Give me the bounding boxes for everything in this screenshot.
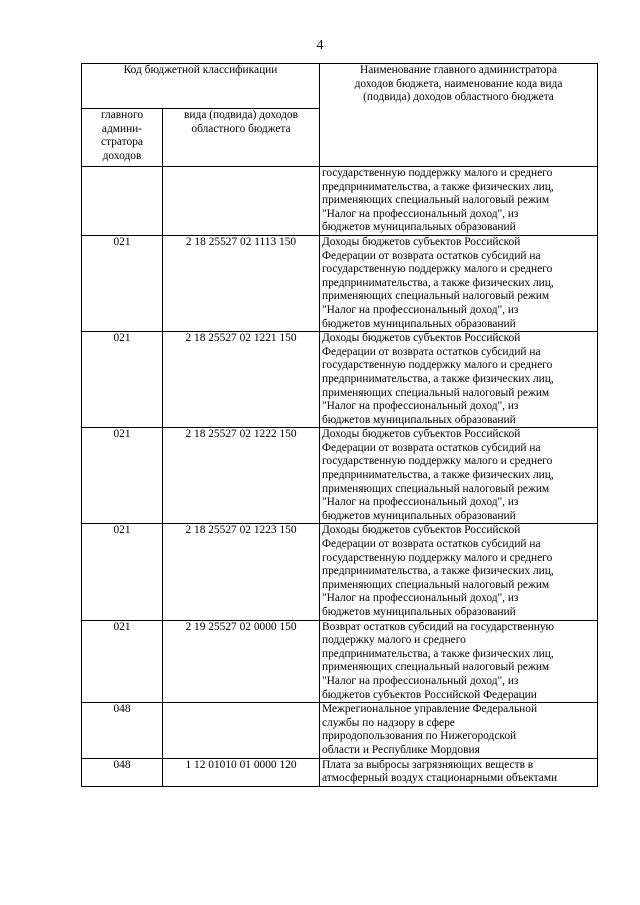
header-budget-classification-code: Код бюджетной классификации xyxy=(82,64,320,109)
description-line: бюджетов муниципальных образований xyxy=(322,509,516,522)
description-line: государственную поддержку малого и среднего xyxy=(322,551,553,564)
administrator-code-cell: 021 xyxy=(82,620,163,703)
description-line: применяющих специальный налоговый режим xyxy=(322,661,550,674)
administrator-code-cell xyxy=(82,167,163,236)
description-line: государственную поддержку малого и среднего xyxy=(322,167,553,179)
description-line: Доходы бюджетов субъектов Российской xyxy=(322,235,521,248)
description-cell xyxy=(320,167,598,236)
description-line: "Налог на профессиональный доход", из xyxy=(322,207,519,220)
description-line: Доходы бюджетов субъектов Российской xyxy=(322,332,521,345)
administrator-code-cell: 021 xyxy=(82,332,163,428)
income-code-cell xyxy=(163,703,320,758)
description-cell xyxy=(320,524,598,620)
description-line: службы по надзору в сфере xyxy=(322,716,455,729)
table-row xyxy=(82,428,598,524)
description-line: применяющих специальный налоговый режим xyxy=(322,386,550,399)
description-cell xyxy=(320,620,598,703)
table-body xyxy=(82,167,598,787)
description-line: предпринимательства, а также физических лиц, xyxy=(322,647,554,660)
description-line: Федерации от возврата остатков субсидий на xyxy=(322,538,541,551)
table-row xyxy=(82,167,598,236)
description-cell xyxy=(320,758,598,786)
page-number: 4 xyxy=(316,38,324,53)
description-line: "Налог на профессиональный доход", из xyxy=(322,496,519,509)
description-line: применяющих специальный налоговый режим xyxy=(322,194,550,207)
table-row xyxy=(82,758,598,786)
administrator-code-cell: 021 xyxy=(82,428,163,524)
income-code-cell: 2 18 25527 02 1113 150 xyxy=(163,235,320,331)
header-name-line: (подвида) доходов областного бюджета xyxy=(363,91,554,104)
income-code-cell: 2 18 25527 02 1222 150 xyxy=(163,428,320,524)
administrator-code-cell: 021 xyxy=(82,524,163,620)
description-line: "Налог на профессиональный доход", из xyxy=(322,400,519,413)
description-line: применяющих специальный налоговый режим xyxy=(322,482,550,495)
header-income-type-code xyxy=(163,109,320,167)
administrator-code-cell: 021 xyxy=(82,235,163,331)
description-line: государственную поддержку малого и среднего xyxy=(322,359,553,372)
description-cell xyxy=(320,332,598,428)
description-line: "Налог на профессиональный доход", из xyxy=(322,303,519,316)
description-line: области и Республике Мордовия xyxy=(322,743,480,756)
header-administrator-name xyxy=(320,64,598,167)
description-line: Федерации от возврата остатков субсидий на xyxy=(322,345,541,358)
description-line: Межрегиональное управление Федеральной xyxy=(322,703,538,716)
description-line: бюджетов муниципальных образований xyxy=(322,413,516,426)
table-row xyxy=(82,620,598,703)
table-row xyxy=(82,524,598,620)
table-row xyxy=(82,332,598,428)
description-cell xyxy=(320,703,598,758)
header-admin-line: главного xyxy=(100,109,144,121)
description-line: Федерации от возврата остатков субсидий на xyxy=(322,249,541,262)
header-code-line: областного бюджета xyxy=(191,122,291,135)
income-code-cell: 2 18 25527 02 1221 150 xyxy=(163,332,320,428)
administrator-code-cell: 048 xyxy=(82,703,163,758)
header-admin-line: доходов xyxy=(102,149,142,162)
description-line: бюджетов муниципальных образований xyxy=(322,221,516,234)
income-code-cell: 1 12 01010 01 0000 120 xyxy=(163,758,320,786)
description-line: природопользования по Нижегородской xyxy=(322,730,517,743)
description-line: применяющих специальный налоговый режим xyxy=(322,290,550,303)
header-main-administrator xyxy=(82,109,163,167)
header-name-line: доходов бюджета, наименование кода вида xyxy=(354,77,563,90)
description-line: бюджетов муниципальных образований xyxy=(322,317,516,330)
description-line: бюджетов субъектов Российской Федерации xyxy=(322,688,537,701)
budget-classification-table xyxy=(81,63,598,787)
description-line: поддержку малого и среднего xyxy=(322,634,466,647)
description-line: "Налог на профессиональный доход", из xyxy=(322,674,519,687)
description-line: применяющих специальный налоговый режим xyxy=(322,578,550,591)
description-line: предпринимательства, а также физических лиц, xyxy=(322,372,554,385)
description-line: Возврат остатков субсидий на государственную xyxy=(322,620,555,633)
description-line: предпринимательства, а также физических лиц, xyxy=(322,276,554,289)
income-code-cell: 2 18 25527 02 1223 150 xyxy=(163,524,320,620)
description-line: Доходы бюджетов субъектов Российской xyxy=(322,428,521,441)
description-line: "Налог на профессиональный доход", из xyxy=(322,592,519,605)
income-code-cell: 2 19 25527 02 0000 150 xyxy=(163,620,320,703)
description-line: атмосферный воздух стационарными объектами xyxy=(322,772,558,785)
income-code-cell xyxy=(163,167,320,236)
description-line: предпринимательства, а также физических лиц, xyxy=(322,180,554,193)
description-line: бюджетов муниципальных образований xyxy=(322,606,516,618)
description-cell xyxy=(320,235,598,331)
table-row xyxy=(82,235,598,331)
header-code-line: вида (подвида) доходов xyxy=(184,109,298,121)
header-admin-line: стратора xyxy=(101,136,143,149)
table-row xyxy=(82,703,598,758)
description-line: государственную поддержку малого и среднего xyxy=(322,455,553,468)
description-line: Федерации от возврата остатков субсидий на xyxy=(322,441,541,454)
description-line: государственную поддержку малого и среднего xyxy=(322,263,553,276)
header-admin-line: админи- xyxy=(101,122,143,135)
description-line: предпринимательства, а также физических лиц, xyxy=(322,469,554,482)
description-line: Доходы бюджетов субъектов Российской xyxy=(322,524,521,537)
description-cell xyxy=(320,428,598,524)
description-line: предпринимательства, а также физических лиц, xyxy=(322,565,554,578)
description-line: Плата за выбросы загрязняющих веществ в xyxy=(322,758,534,771)
administrator-code-cell: 048 xyxy=(82,758,163,786)
header-name-line: Наименование главного администратора xyxy=(360,64,557,76)
